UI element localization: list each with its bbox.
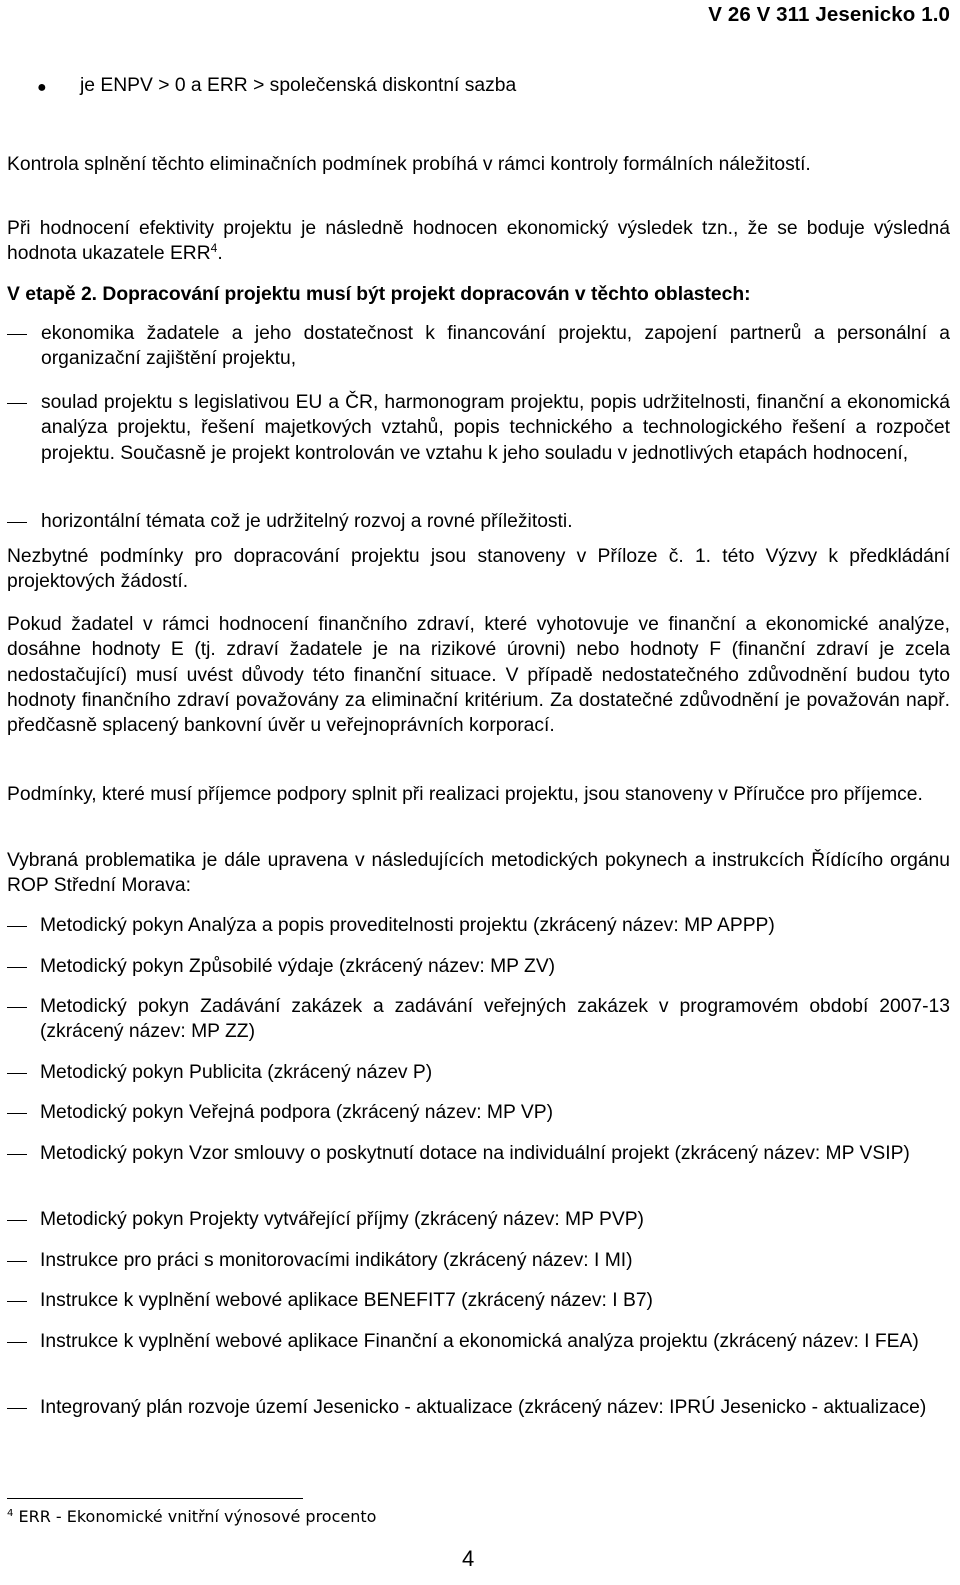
- document-code-header: V 26 V 311 Jesenicko 1.0: [708, 3, 950, 26]
- dash-bullet-icon: [7, 1154, 27, 1155]
- pokyn-item-11: Integrovaný plán rozvoje území Jesenicko - aktualizace (zkrácený název: IPRÚ Jesenicko - aktualizace): [40, 1397, 927, 1418]
- pokyn-item-3: Metodický pokyn Zadávání zakázek a zadávání veřejných zakázek v programovém období 2007-13 (zkrácený název: MP ZZ): [40, 996, 950, 1043]
- page-number: 4: [462, 1546, 475, 1571]
- pokyn-item-1: Metodický pokyn Analýza a popis proveditelnosti projektu (zkrácený název: MP APPP): [40, 915, 775, 936]
- dash-bullet-icon: [7, 334, 27, 335]
- paragraph-pokud: Pokud žadatel v rámci hodnocení finančního zdraví, které vyhotovuje ve finanční a ekonomické analýze, dosáhne hodnoty E (tj. zdraví žadatele je na rizikové úrovni) nebo hodnoty F (finanční zdraví je zcela nedostačující) musí uvést důvody této finanční situace. V případě nedostatečného zdůvodnění budou tyto hodnoty finančního zdraví považovány za eliminační kritérium. Za dostatečné zdůvodnění je považován např. předčasně splacený bankovní úvěr u veřejnoprávních korporací.: [7, 614, 950, 737]
- dash-bullet-icon: [7, 967, 27, 968]
- pokyn-item-4: Metodický pokyn Publicita (zkrácený název P): [40, 1062, 433, 1083]
- pokyn-item-7: Metodický pokyn Projekty vytvářející příjmy (zkrácený název: MP PVP): [40, 1209, 644, 1230]
- etapa-item-3: horizontální témata což je udržitelný rozvoj a rovné příležitosti.: [41, 511, 573, 532]
- pokyn-item-5: Metodický pokyn Veřejná podpora (zkrácený název: MP VP): [40, 1102, 553, 1123]
- bullet-dot-icon: ●: [37, 79, 47, 96]
- dash-bullet-icon: [7, 1113, 27, 1114]
- footnote: [7, 1507, 376, 1527]
- hodnoceni-text: Při hodnocení efektivity projektu je následně hodnocen ekonomický výsledek tzn., že se boduje výsledná hodnota ukazatele ERR: [7, 218, 950, 265]
- paragraph-nezbytne: Nezbytné podmínky pro dopracování projektu jsou stanoveny v Příloze č. 1. této Výzvy k předkládání projektových žádostí.: [7, 546, 950, 593]
- paragraph-podminky: Podmínky, které musí příjemce podpory splnit při realizaci projektu, jsou stanoveny v Příručce pro příjemce.: [7, 784, 923, 805]
- footnote-reference: 4: [210, 241, 218, 256]
- etapa-bold: Dopracování projektu musí být projekt dopracován v těchto oblastech:: [97, 284, 751, 305]
- footnote-text: ERR - Ekonomické vnitřní výnosové procento: [13, 1507, 377, 1526]
- etapa-item-1: ekonomika žadatele a jeho dostatečnost k financování projektu, zapojení partnerů a personální a organizační zajištění projektu,: [41, 323, 950, 370]
- pokyn-item-10: Instrukce k vyplnění webové aplikace Finanční a ekonomická analýza projektu (zkrácený název: I FEA): [40, 1331, 919, 1352]
- dash-bullet-icon: [7, 1007, 27, 1008]
- dash-bullet-icon: [7, 1220, 27, 1221]
- paragraph-etapa-heading: [7, 282, 950, 307]
- dash-bullet-icon: [7, 1301, 27, 1302]
- footnote-mark: 4: [7, 1508, 14, 1519]
- dash-bullet-icon: [7, 522, 27, 523]
- pokyn-item-9: Instrukce k vyplnění webové aplikace BENEFIT7 (zkrácený název: I B7): [40, 1290, 653, 1311]
- dash-bullet-icon: [7, 1408, 27, 1409]
- pokyn-item-6: Metodický pokyn Vzor smlouvy o poskytnutí dotace na individuální projekt (zkrácený název: MP VSIP): [40, 1143, 910, 1164]
- dash-bullet-icon: [7, 926, 27, 927]
- paragraph-hodnoceni: [7, 216, 950, 267]
- document-page: [7, 0, 950, 1585]
- intro-bullet-text: je ENPV > 0 a ERR > společenská diskontní sazba: [80, 75, 517, 96]
- footnote-separator: [7, 1498, 303, 1499]
- pokyn-item-2: Metodický pokyn Způsobilé výdaje (zkrácený název: MP ZV): [40, 956, 556, 977]
- dash-bullet-icon: [7, 1261, 27, 1262]
- dash-bullet-icon: [7, 403, 27, 404]
- paragraph-kontrola: Kontrola splnění těchto eliminačních podmínek probíhá v rámci kontroly formálních náležitostí.: [7, 154, 811, 175]
- dash-bullet-icon: [7, 1073, 27, 1074]
- paragraph-vybrana: Vybraná problematika je dále upravena v následujících metodických pokynech a instrukcích Řídícího orgánu ROP Střední Morava:: [7, 850, 950, 897]
- pokyn-item-8: Instrukce pro práci s monitorovacími indikátory (zkrácený název: I MI): [40, 1250, 633, 1271]
- hodnoceni-end: .: [217, 243, 223, 265]
- etapa-prefix: V etapě 2.: [7, 284, 98, 305]
- dash-bullet-icon: [7, 1342, 27, 1343]
- etapa-item-2: soulad projektu s legislativou EU a ČR, harmonogram projektu, popis udržitelnosti, finanční a ekonomická analýza projektu, řešení majetkových vztahů, popis technického a technologického řešení a rozpočet projektu. Současně je projekt kontrolován ve vztahu k jeho souladu v jednotlivých etapách hodnocení,: [41, 392, 950, 464]
